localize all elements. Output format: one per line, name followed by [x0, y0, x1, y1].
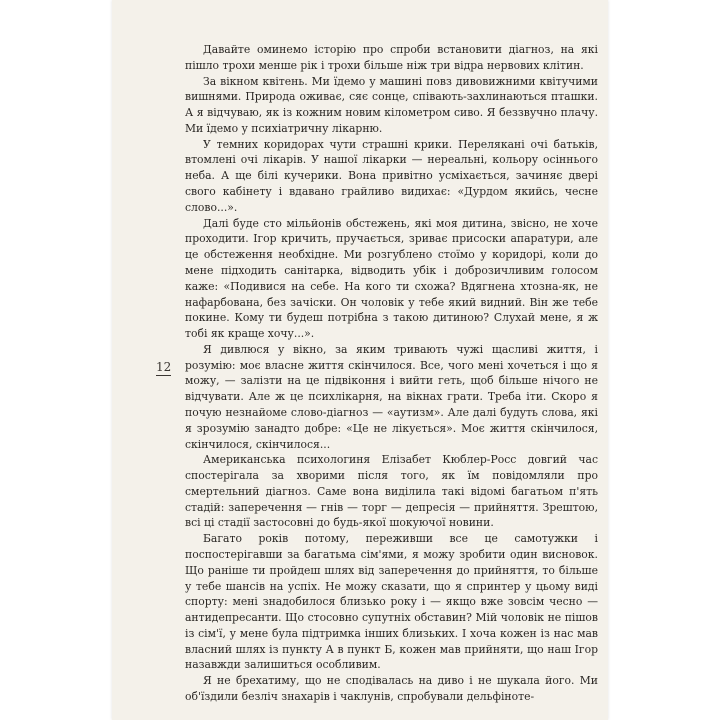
paragraph: У темних коридорах чути страшні крики. Перелякані очі батьків, втомлені очі лікарів. У нашої лікарки — нереальні, кольору осіннього неба. А ще білі кучерики. Вона привітно усміхається, зачиняє двері свого кабінету і вдавано грайливо видихає: «Дурдом якийсь, чесне слово...». [185, 137, 598, 214]
paragraph: Багато років потому, переживши все це самотужки і поспостерігавши за багатьма сім'ями, я можу зробити один висновок. Що раніше ти пройдеш шлях від заперечення до прийняття, то більше у тебе шансів на успіх. Не можу сказати, що я спринтер у цьому виді спорту: мені знадобилося близько року і — якщо вже зовсім чесно — антидепресанти. Що стосовно супутніх обставин? Мій чоловік не пішов із сім'ї, у мене була підтримка інших близьких. І хоча кожен із нас мав власний шлях із пункту А в пункт Б, кожен мав прийняти, що наш Ігор назавжди залишиться особливим. [185, 532, 598, 672]
page-number: 12 [156, 360, 172, 374]
paragraph: За вікном квітень. Ми їдемо у машині повз дивовижними квітучими вишнями. Природа оживає, сяє сонце, співають-захлинаються пташки. А я відчуваю, як із кожним новим кілометром сиво. Я беззвучно плачу. Ми їдемо у психіатричну лікарню. [185, 74, 598, 135]
book-page [112, 0, 608, 720]
paragraph: Я дивлюся у вікно, за яким тривають чужі щасливі життя, і розумію: моє власне життя скінчилося. Все, чого мені хочеться і що я можу, — залізти на це підвіконня і вийти геть, щоб більше нічого не відчувати. Але ж це психлікарня, на вікнах грати. Треба іти. Скоро я почую незнайоме слово-діагноз — «аутизм». Але далі будуть слова, які я зрозумію занадто добре: «Це не лікується». Моє життя скінчилося, скінчилося, скінчилося... [185, 342, 598, 451]
paragraph: Американська психологиня Елізабет Кюблер-Росс довгий час спостерігала за хворими після того, як їм повідомляли про смертельний діагноз. Саме вона виділила такі відомі багатьом п'ять стадій: заперечення — гнів — торг — депресія — прийняття. Зрештою, всі ці стадії застосовні до будь-якої шокуючої новини. [185, 453, 598, 530]
body-text [185, 42, 598, 705]
paragraph: Далі буде сто мільйонів обстежень, які моя дитина, звісно, не хоче проходити. Ігор кричить, пручається, зриває присоски апаратури, але це обстеження необхідне. Ми розгублено стоїмо у коридорі, коли до мене підходить санітарка, відводить убік і доброзичливим голосом каже: «Подивися на себе. На кого ти схожа? Вдягнена хтозна-як, не нафарбована, без зачіски. Он чоловік у тебе який видний. Він же тебе покине. Кому ти будеш потрібна з такою дитиною? Слухай мене, я ж тобі як краще хочу...». [185, 216, 598, 341]
paragraph: Давайте оминемо історію про спроби встановити діагноз, на які пішло трохи менше рік і трохи більше ніж три відра нервових клітин. [185, 43, 598, 72]
paragraph: Я не брехатиму, що не сподівалась на диво і не шукала його. Ми об'їздили безліч знахарів і чаклунів, спробували дельфіноте- [185, 674, 598, 704]
